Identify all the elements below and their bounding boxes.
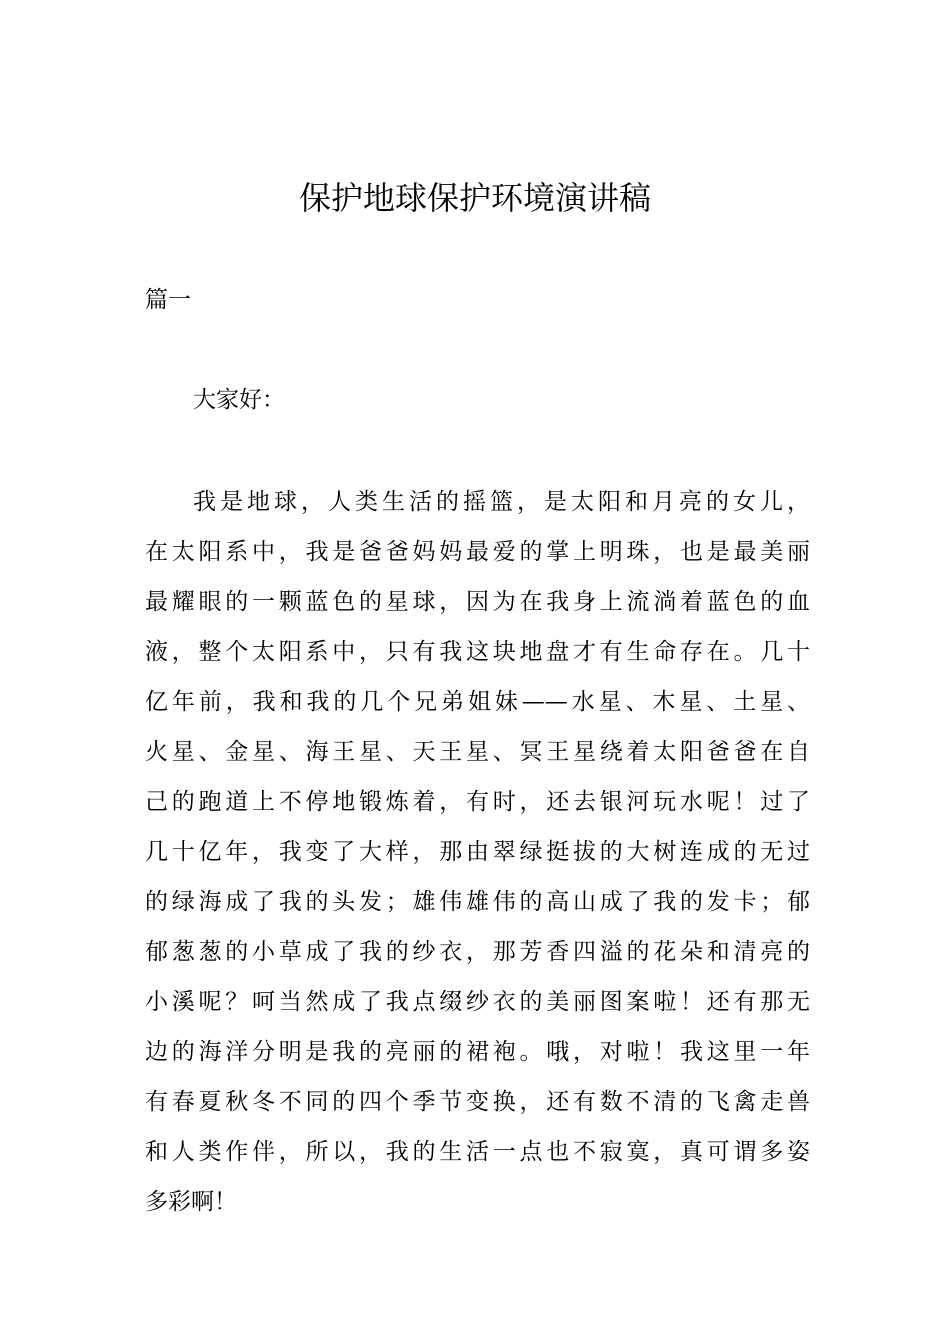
paragraph-line: 液，整个太阳系中，只有我这块地盘才有生命存在。几十 [145,639,810,665]
paragraph-line: 和人类作伴，所以，我的生活一点也不寂寞，真可谓多姿 [145,1139,810,1165]
paragraph-line: 边的海洋分明是我的亮丽的裙袍。哦，对啦！我这里一年 [145,1039,810,1065]
section-label: 篇一 [145,287,191,313]
greeting-text: 大家好： [193,387,285,413]
paragraph-line: 亿年前，我和我的几个兄弟姐妹——水星、木星、土星、 [145,689,810,715]
paragraph-line: 火星、金星、海王星、天王星、冥王星绕着太阳爸爸在自 [145,739,810,765]
paragraph-line: 几十亿年，我变了大样，那由翠绿挺拔的大树连成的无过 [145,839,810,865]
document-title: 保护地球保护环境演讲稿 [298,179,651,217]
paragraph-line: 的绿海成了我的头发；雄伟雄伟的高山成了我的发卡；郁 [145,889,810,915]
paragraph-line: 多彩啊！ [145,1189,237,1215]
paragraph-line: 最耀眼的一颗蓝色的星球，因为在我身上流淌着蓝色的血 [145,589,810,615]
body-paragraph [145,477,810,1227]
paragraph-line: 我是地球，人类生活的摇篮，是太阳和月亮的女儿， [193,489,810,515]
paragraph-line: 郁葱葱的小草成了我的纱衣，那芳香四溢的花朵和清亮的 [145,939,810,965]
paragraph-line: 小溪呢？呵当然成了我点缀纱衣的美丽图案啦！还有那无 [145,989,810,1015]
paragraph-line: 有春夏秋冬不同的四个季节变换，还有数不清的飞禽走兽 [145,1089,810,1115]
paragraph-line: 己的跑道上不停地锻炼着，有时，还去银河玩水呢！过了 [145,789,810,815]
paragraph-line: 在太阳系中，我是爸爸妈妈最爱的掌上明珠，也是最美丽 [145,539,810,565]
